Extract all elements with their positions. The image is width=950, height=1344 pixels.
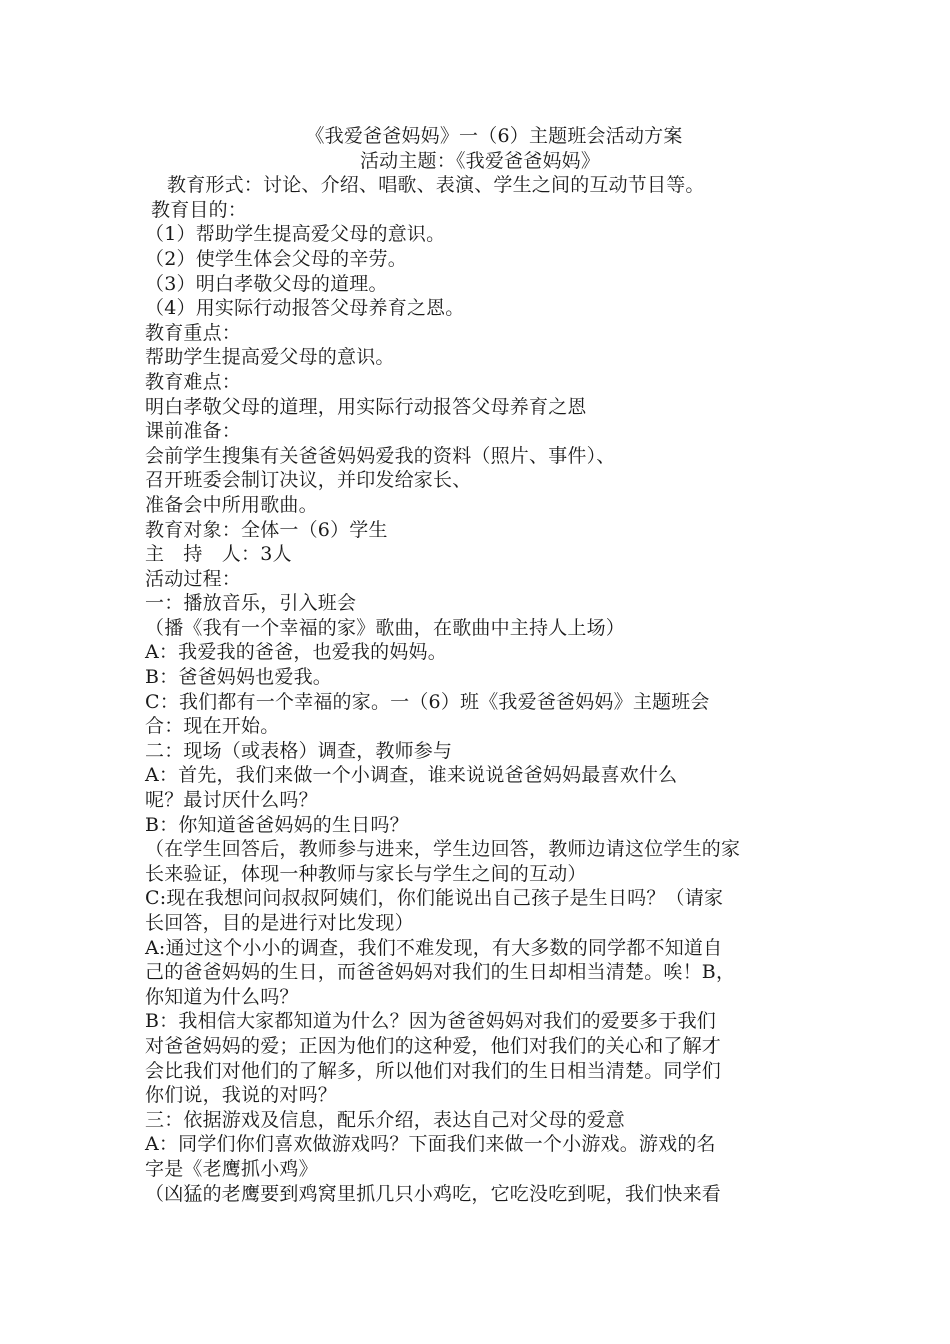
body-line: A：我爱我的爸爸，也爱我的妈妈。 bbox=[145, 641, 447, 664]
body-line: 教育重点： bbox=[145, 321, 242, 344]
body-line: （1）帮助学生提高爱父母的意识。 bbox=[145, 223, 446, 246]
body-line: 帮助学生提高爱父母的意识。 bbox=[145, 346, 395, 369]
body-line: （3）明白孝敬父母的道理。 bbox=[145, 272, 388, 295]
body-line: 会前学生搜集有关爸爸妈妈爱我的资料（照片、事件）、 bbox=[145, 444, 616, 467]
body-line: 呢？最讨厌什么吗？ bbox=[145, 789, 318, 812]
body-line: 你知道为什么吗？ bbox=[145, 985, 299, 1008]
body-line: 合：现在开始。 bbox=[145, 715, 280, 738]
body-line: 明白孝敬父母的道理，用实际行动报答父母养育之恩 bbox=[145, 395, 587, 418]
body-line: 教育形式：讨论、介绍、唱歌、表演、学生之间的互动节目等。 bbox=[167, 174, 705, 197]
body-line: 一：播放音乐，引入班会 bbox=[145, 592, 357, 615]
body-line: （4）用实际行动报答父母养育之恩。 bbox=[145, 297, 465, 320]
body-line: 长回答，目的是进行对比发现） bbox=[145, 912, 414, 934]
activity-theme: 活动主题：《我爱爸爸妈妈》 bbox=[359, 149, 601, 172]
body-line: A:通过这个小小的调查，我们不难发现，有大多数的同学都不知道自 bbox=[145, 936, 723, 959]
body-line: A：首先，我们来做一个小调查，谁来说说爸爸妈妈最喜欢什么 bbox=[145, 764, 678, 787]
body-line: B：你知道爸爸妈妈的生日吗？ bbox=[145, 813, 409, 836]
body-line: 会比我们对他们的了解多，所以他们对我们的生日相当清楚。同学们 bbox=[145, 1059, 722, 1082]
body-line: 课前准备： bbox=[145, 420, 242, 443]
body-line: 三：依据游戏及信息，配乐介绍，表达自己对父母的爱意 bbox=[145, 1108, 626, 1131]
document-page bbox=[145, 124, 815, 1206]
body-line: 主 持 人：3人 bbox=[145, 543, 292, 566]
body-line: （播《我有一个幸福的家》歌曲，在歌曲中主持人上场） bbox=[145, 616, 626, 639]
body-line: 教育目的： bbox=[151, 198, 248, 221]
body-line: 长来验证，体现一种教师与家长与学生之间的互动） bbox=[145, 862, 587, 885]
body-line: 活动过程： bbox=[145, 567, 242, 590]
body-line: B：我相信大家都知道为什么？因为爸爸妈妈对我们的爱要多于我们 bbox=[145, 1010, 716, 1033]
body-line: 教育对象：全体一（6）学生 bbox=[145, 518, 388, 541]
body-line: B：爸爸妈妈也爱我。 bbox=[145, 666, 332, 689]
body-line: 教育难点： bbox=[145, 370, 242, 393]
body-line: 你们说，我说的对吗？ bbox=[145, 1084, 338, 1107]
body-line: 对爸爸妈妈的爱；正因为他们的这种爱，他们对我们的关心和了解才 bbox=[145, 1034, 722, 1057]
body-line: （在学生回答后，教师参与进来，学生边回答，教师边请这位学生的家 bbox=[145, 838, 741, 861]
body-line: （凶猛的老鹰要到鸡窝里抓几只小鸡吃，它吃没吃到呢，我们快来看 bbox=[145, 1182, 722, 1205]
body-line: C:现在我想问问叔叔阿姨们，你们能说出自己孩子是生日吗？（请家 bbox=[145, 887, 724, 910]
body-line: 准备会中所用歌曲。 bbox=[145, 493, 318, 516]
body-line: 字是《老鹰抓小鸡》 bbox=[145, 1157, 318, 1180]
body-line: 二：现场（或表格）调查，教师参与 bbox=[145, 739, 453, 762]
body-line: 己的爸爸妈妈的生日，而爸爸妈妈对我们的生日却相当清楚。唉！B， bbox=[145, 961, 736, 984]
body-line: A：同学们你们喜欢做游戏吗？下面我们来做一个小游戏。游戏的名 bbox=[145, 1133, 716, 1156]
document-title: 《我爱爸爸妈妈》一（6）主题班会活动方案 bbox=[305, 125, 683, 147]
body-line: 召开班委会制订决议，并印发给家长、 bbox=[145, 469, 472, 492]
body-line: （2）使学生体会父母的辛劳。 bbox=[145, 247, 407, 270]
body-line: C：我们都有一个幸福的家。一（6）班《我爱爸爸妈妈》主题班会 bbox=[145, 690, 710, 713]
